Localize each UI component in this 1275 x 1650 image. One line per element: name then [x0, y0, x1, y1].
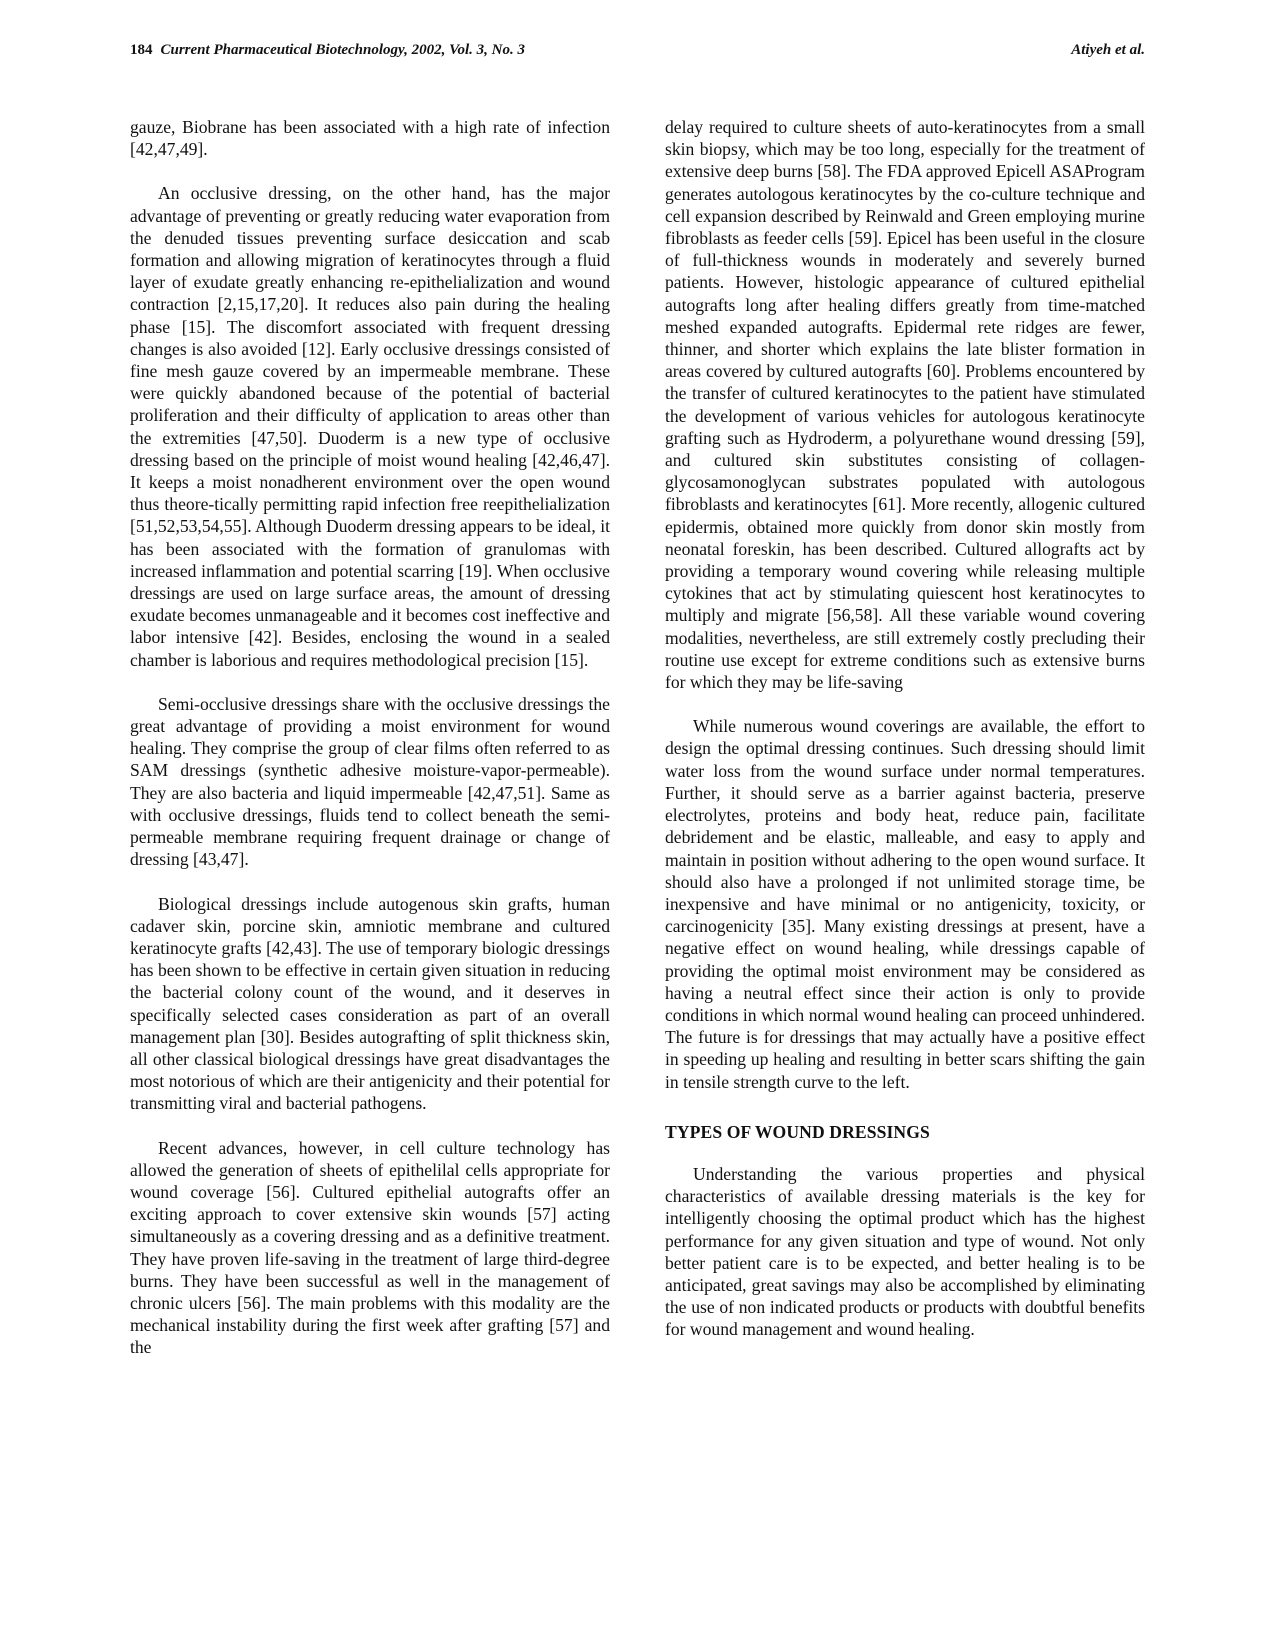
left-column: [130, 116, 610, 1381]
paragraph: Semi-occlusive dressings share with the occlusive dressings the great advantage of providing a moist environment for wound healing. They comprise the group of clear films often referred to as SAM dressings (synthetic adhesive moisture-vapor-permeable). They are also bacteria and liquid impermeable [42,47,51]. Same as with occlusive dressings, fluids tend to collect beneath the semi-permeable membrane requiring frequent drainage or change of dressing [43,47].: [130, 693, 610, 870]
paragraph: delay required to culture sheets of auto-keratinocytes from a small skin biopsy, which may be too long, especially for the treatment of extensive deep burns [58]. The FDA approved Epicell ASAProgram generates autologous keratinocytes by the co-culture technique and cell expansion described by Reinwald and Green employing murine fibroblasts as feeder cells [59]. Epicel has been useful in the closure of full-thickness wounds in moderately and severely burned patients. However, histologic appearance of cultured epithelial autografts long after healing differs greatly from time-matched meshed expanded autografts. Epidermal rete ridges are fewer, thinner, and shorter which explains the late blister formation in areas covered by cultured autografts [60]. Problems encountered by the transfer of cultured keratinocytes to the patient have stimulated the development of various vehicles for autologous keratinocyte grafting such as Hydroderm, a polyurethane wound dressing [59], and cultured skin substitutes consisting of collagen-glycosamonoglycan substrates populated with autologous fibroblasts and keratinocytes [61]. More recently, allogenic cultured epidermis, obtained more quickly from donor skin mostly from neonatal foreskin, has been described. Cultured allografts act by providing a temporary wound covering while releasing multiple cytokines that act by stimulating quiescent host keratinocytes to multiply and migrate [56,58]. All these variable wound covering modalities, nevertheless, are still extremely costly precluding their routine use except for extreme conditions such as extensive burns for which they may be life-saving: [665, 117, 1145, 693]
right-column: [665, 116, 1145, 1363]
paragraph: Recent advances, however, in cell culture technology has allowed the generation of sheets of epithelilal cells appropriate for wound coverage [56]. Cultured epithelial autografts offer an exciting approach to cover extensive skin wounds [57] acting simultaneously as a covering dressing and as a definitive treatment. They have proven life-saving in the treatment of large third-degree burns. They have been successful as well in the management of chronic ulcers [56]. The main problems with this modality are the mechanical instability during the first week after grafting [57] and the: [130, 1137, 610, 1358]
paragraph: Biological dressings include autogenous skin grafts, human cadaver skin, porcine skin, amniotic membrane and cultured keratinocyte grafts [42,43]. The use of temporary biologic dressings has been shown to be effective in certain given situation in reducing the bacterial colony count of the wound, and it deserves in specifically selected cases consideration as part of an overall management plan [30]. Besides autografting of split thickness skin, all other classical biological dressings have great disadvantages the most notorious of which are their antigenicity and their potential for transmitting viral and bacterial pathogens.: [130, 893, 610, 1114]
page-number: 184: [130, 42, 153, 58]
journal-citation: Current Pharmaceutical Biotechnology, 2002, Vol. 3, No. 3: [160, 42, 525, 58]
paragraph: gauze, Biobrane has been associated with a high rate of infection [42,47,49].: [130, 117, 610, 160]
paragraph: While numerous wound coverings are available, the effort to design the optimal dressing continues. Such dressing should limit water loss from the wound surface under normal temperatures. Further, it should serve as a barrier against bacteria, preserve electrolytes, proteins and body heat, reduce pain, facilitate debridement and be elastic, malleable, and easy to apply and maintain in position without adhering to the open wound surface. It should also have a prolonged if not unlimited storage time, be inexpensive and have minimal or no antigenicity, toxicity, or carcinogenicity [35]. Many existing dressings at present, have a negative effect on wound healing, while dressings capable of providing the optimal moist environment may be considered as having a neutral effect since their action is only to provide conditions in which normal wound healing can proceed unhindered. The future is for dressings that may actually have a positive effect in speeding up healing and resulting in better scars shifting the gain in tensile strength curve to the left.: [665, 716, 1145, 1092]
section-heading: TYPES OF WOUND DRESSINGS: [665, 1121, 930, 1142]
paragraph: An occlusive dressing, on the other hand, has the major advantage of preventing or greatly reducing water evaporation from the denuded tissues preventing surface desiccation and scab formation and allowing migration of keratinocytes through a fluid layer of exudate greatly enhancing re-epithelialization and wound contraction [2,15,17,20]. It reduces also pain during the healing phase [15]. The discomfort associated with frequent dressing changes is also avoided [12]. Early occlusive dressings consisted of fine mesh gauze covered by an impermeable membrane. These were quickly abandoned because of the potential of bacterial proliferation and their difficulty of application to areas other than the extremities [47,50]. Duoderm is a new type of occlusive dressing based on the principle of moist wound healing [42,46,47]. It keeps a moist nonadherent environment over the open wound thus theore-tically permitting rapid infection free reepithelialization [51,52,53,54,55]. Although Duoderm dressing appears to be ideal, it has been associated with the formation of granulomas with increased inflammation and potential scarring [19]. When occlusive dressings are used on large surface areas, the amount of dressing exudate becomes unmanageable and it becomes cost ineffective and labor intensive [42]. Besides, enclosing the wound in a sealed chamber is laborious and requires methodological precision [15].: [130, 183, 610, 670]
paragraph: Understanding the various properties and physical characteristics of available dressing materials is the key for intelligently choosing the optimal product which has the highest performance for any given situation and type of wound. Not only better patient care is to be expected, and better healing is to be anticipated, great savings may also be accomplished by eliminating the use of non indicated products or products with doubtful benefits for wound management and wound healing.: [665, 1163, 1145, 1340]
running-authors: Atiyeh et al.: [1071, 42, 1145, 58]
running-header: [130, 42, 1145, 66]
